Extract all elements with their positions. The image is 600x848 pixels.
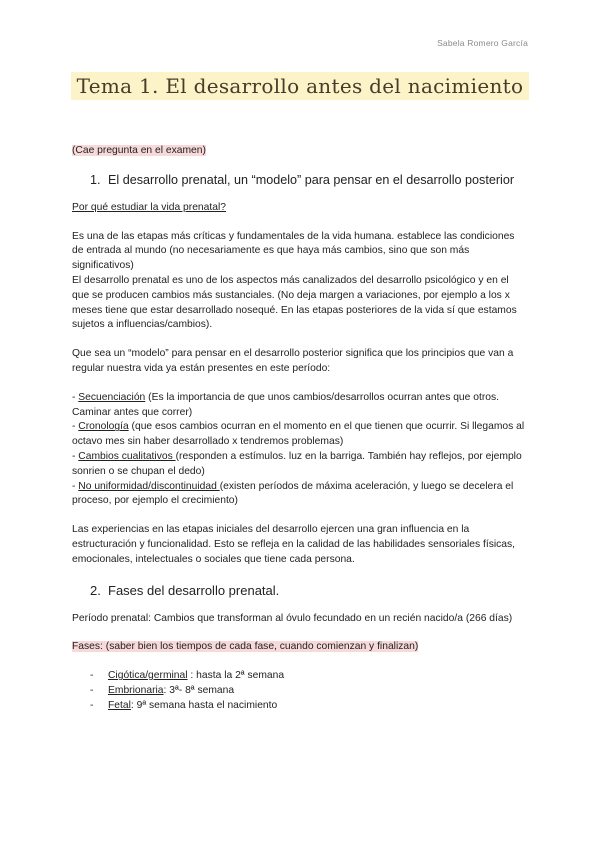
principle-item: - Cambios cualitativos (responden a estímulos. luz en la barriga. También hay reflejos, por ejemplo sonrien o se chupan el dedo) xyxy=(72,450,522,477)
principle-term: Cronología xyxy=(78,421,129,433)
list-item: - Embrionaria: 3ª- 8ª semana xyxy=(90,684,235,696)
section1-para4: Las experiencias en las etapas iniciales del desarrollo ejercen una gran influencia en la estructuración y funcionalidad. Esto se refleja en la calidad de las habilidades sensoriales físicas, emocionales, intelectuales o sociales que tiene cada persona. xyxy=(72,524,516,565)
section1-number: 1. xyxy=(90,172,101,187)
section2-para1: Período prenatal: Cambios que transforman al óvulo fecundado en un recién nacido/a (266 días) xyxy=(72,612,513,624)
author-name: Sabela Romero García xyxy=(437,38,528,48)
section1-subheading: Por qué estudiar la vida prenatal? xyxy=(72,201,226,213)
principle-term: Secuenciación xyxy=(78,391,146,403)
phase-term: Cigótica/germinal xyxy=(108,670,188,682)
section2-heading xyxy=(90,582,528,600)
exam-note-text: (Cae pregunta en el examen) xyxy=(72,145,206,156)
section1-para1: Es una de las etapas más críticas y fundamentales de la vida humana. establece las condiciones de entrada al mundo (no necesariamente es que haya más cambios, sino que son más significativos) xyxy=(72,230,515,272)
section1-heading xyxy=(90,171,528,189)
principle-item: - No uniformidad/discontinuidad (existen períodos de máxima aceleración, y luego se decelera el proceso, por ejemplo el crecimiento) xyxy=(72,480,514,507)
section1-para3: Que sea un “modelo” para pensar en el desarrollo posterior significa que los principios que van a regular nuestra vida ya están presentes en este período: xyxy=(72,348,514,374)
document-title: Tema 1. El desarrollo antes del nacimiento xyxy=(71,72,530,100)
principle-item: - Cronología (que esos cambios ocurran en el momento en el que tienen que ocurrir. Si llegamos al octavo mes sin haber desarrollado x tendremos problemas) xyxy=(72,421,525,448)
phases-list xyxy=(90,669,528,713)
list-item: - Cigótica/germinal : hasta la 2ª semana xyxy=(90,670,285,682)
principle-item: - Secuenciación (Es la importancia de que unos cambios/desarrollos ocurran antes que otros. Caminar antes que correr) xyxy=(72,391,499,418)
section2-number: 2. xyxy=(90,582,101,598)
phase-term: Fetal xyxy=(108,699,131,711)
document-body xyxy=(72,144,528,714)
phase-term: Embrionaria xyxy=(108,684,164,696)
principle-term: No uniformidad/discontinuidad xyxy=(78,480,220,492)
principle-term: Cambios cualitativos xyxy=(78,450,176,462)
list-item: - Fetal: 9ª semana hasta el nacimiento xyxy=(90,699,278,711)
title-wrap xyxy=(0,72,600,100)
exam-note xyxy=(72,144,528,159)
phases-note-text: Fases: (saber bien los tiempos de cada fase, cuando comienzan y finalizan) xyxy=(72,641,419,653)
phases-note xyxy=(72,640,528,655)
section1-para2: El desarrollo prenatal es uno de los aspectos más canalizados del desarrollo psicológico y en el que se producen cambios más sustanciales. (No deja margen a variaciones, por ejemplo a los x meses tiene que estar desarrollado nosequé. En las etapas posteriores de la vida sí que estamos sujetos a influencias/cambios). xyxy=(72,274,517,331)
section1-heading-text: El desarrollo prenatal, un “modelo” para pensar en el desarrollo posterior xyxy=(108,172,515,187)
section2-heading-text: Fases del desarrollo prenatal. xyxy=(108,582,280,598)
